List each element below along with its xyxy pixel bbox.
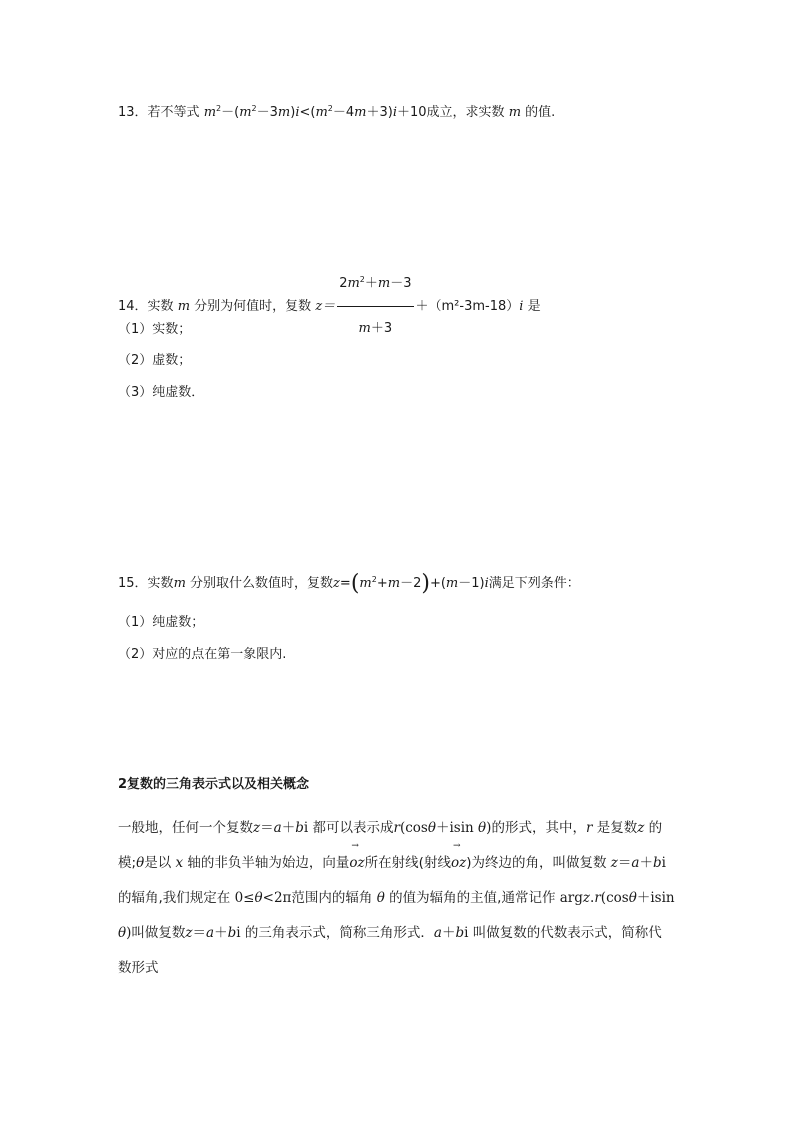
p15-item-1: （1）纯虚数； [118,615,205,630]
complex-expression: $z=(m^2+m-2)+(m-1)i$ [333,571,489,596]
paragraph-line-1 [118,811,678,846]
z-equals: z＝ [315,299,336,314]
problem-text: 若不等式 [147,105,200,120]
imaginary-unit: i [519,299,524,314]
definition-paragraph [118,811,678,986]
formula: z [637,820,645,836]
formula: z＝a＋bi [610,855,666,871]
fraction-numerator: $2m^2+m-3$ [337,264,413,307]
paragraph-line-4 [118,916,678,951]
expression-part: ＋（m²-3m-18） [415,299,520,314]
formula: r [585,820,593,836]
text: 一般地，任何一个复数 [118,820,253,836]
formula: z＝a＋bi [253,820,309,836]
p14-item-2: （2）虚数； [118,353,192,368]
text: 叫做复数的代数表示式，简称代 [472,925,662,941]
p14-item-3: （3）纯虚数． [118,385,205,400]
text: 的辐角,我们规定在 [118,890,231,906]
formula: θ [376,890,385,906]
formula: z＝a＋bi [185,925,241,941]
problem-13 [118,104,555,122]
section-heading: 2复数的三角表示式以及相关概念 [118,777,310,792]
problem-text: 是 [527,299,541,314]
problem-text: 实数 [147,299,174,314]
p15-item-2: （2）对应的点在第一象限内. [118,647,287,662]
problem-text: 成立，求实数 [426,105,505,120]
vector-oz: → oz [349,846,364,881]
variable-m: m [177,299,191,314]
problem-number: 14． [118,299,148,314]
text: 模; [118,855,137,871]
problem-text: 的值. [525,105,556,120]
text: 的形式，其中， [491,820,586,836]
problem-text: 分别取什么数值时，复数 [190,576,334,591]
text: 范围内的辐角 [291,890,373,906]
formula: a＋bi [433,925,469,941]
problem-text: 实数 [147,576,174,591]
fraction-denominator: m＋3 [358,321,393,336]
text: 是以 [144,855,172,871]
paragraph-line-2 [118,846,678,881]
problem-text: 分别为何值时，复数 [194,299,312,314]
formula: x [175,855,184,871]
formula: 0≤θ<2π [234,890,292,906]
fraction [337,264,413,349]
variable-m: m [508,105,522,120]
text: 的三角表示式，简称三角形式． [244,925,434,941]
paragraph-line-5: 数形式 [118,960,159,976]
formula: θ) [118,925,132,941]
text: 轴的非负半轴为始边，向量 [187,855,350,871]
p14-item-1: （1）实数； [118,322,192,337]
inequality-expression: $m^2-(m^2-3m)i<(m^2-4m+3)i+10$ [203,104,427,120]
formula: argz.r(cosθ＋isin [559,890,675,906]
formula: r(cosθ＋isin θ) [393,820,492,836]
text: )为终边的角，叫做复数 [466,855,607,871]
text: 是复数 [596,820,638,836]
paragraph-line-3 [118,881,678,916]
problem-number: 15． [118,576,148,591]
text: 的 [648,820,663,836]
text: 所在射线(射线 [364,855,451,871]
text: 叫做复数 [131,925,186,941]
formula: θ [136,855,145,871]
text: 都可以表示成 [312,820,394,836]
problem-number: 13． [118,105,148,120]
vector-oz: → oz [451,846,466,881]
text: 的值为辐角的主值,通常记作 [389,890,556,906]
variable-m: m [173,576,186,591]
problem-text: 满足下列条件： [488,576,580,591]
problem-15 [118,571,580,596]
